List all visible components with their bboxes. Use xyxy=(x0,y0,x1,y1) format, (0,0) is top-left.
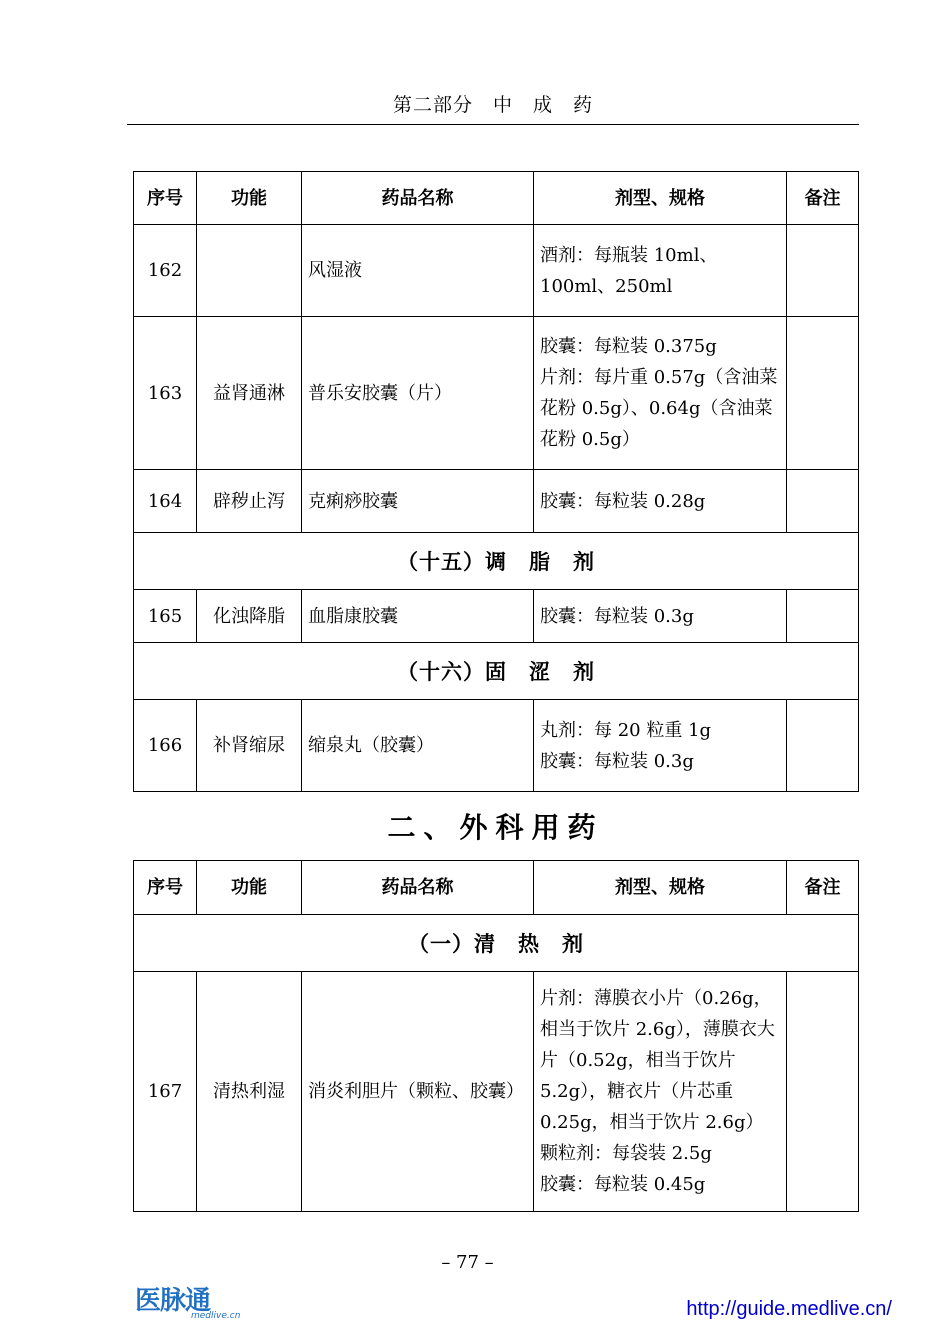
row-name: 风湿液 xyxy=(302,225,534,317)
row-func: 补肾缩尿 xyxy=(197,700,302,792)
header-note: 备注 xyxy=(787,861,859,915)
logo-text: 医脉通 xyxy=(135,1286,211,1316)
row-num: 166 xyxy=(134,700,197,792)
header-name: 药品名称 xyxy=(302,172,534,225)
row-func xyxy=(197,225,302,317)
table-row xyxy=(134,225,859,317)
table-row xyxy=(134,972,859,1212)
spec-line: 片剂：每片重 0.57g（含油菜花粉 0.5g）、0.64g（含油菜花粉 0.5g） xyxy=(540,367,778,450)
header-name: 药品名称 xyxy=(302,861,534,915)
header-spec: 剂型、规格 xyxy=(534,861,787,915)
row-func: 化浊降脂 xyxy=(197,590,302,643)
logo-sub: medlive.cn xyxy=(191,1311,241,1321)
row-name: 消炎利胆片（颗粒、胶囊） xyxy=(302,972,534,1212)
section-row xyxy=(134,915,859,972)
row-func: 益肾通淋 xyxy=(197,317,302,470)
row-name: 克痢痧胶囊 xyxy=(302,470,534,533)
row-note xyxy=(787,972,859,1212)
row-spec xyxy=(534,470,787,533)
site-url-link[interactable]: http://guide.medlive.cn/ xyxy=(686,1298,892,1320)
header-note: 备注 xyxy=(787,172,859,225)
row-num: 165 xyxy=(134,590,197,643)
row-num: 162 xyxy=(134,225,197,317)
spec-line: 胶囊：每粒装 0.28g xyxy=(540,490,706,512)
row-func: 辟秽止泻 xyxy=(197,470,302,533)
row-note xyxy=(787,590,859,643)
header-func: 功能 xyxy=(197,861,302,915)
header-spec: 剂型、规格 xyxy=(534,172,787,225)
row-num: 163 xyxy=(134,317,197,470)
row-spec xyxy=(534,590,787,643)
row-func: 清热利湿 xyxy=(197,972,302,1212)
row-num: 167 xyxy=(134,972,197,1212)
header-num: 序号 xyxy=(134,861,197,915)
page-header: 第二部分 中 成 药 xyxy=(127,88,859,125)
row-num: 164 xyxy=(134,470,197,533)
part-title: 二、外科用药 xyxy=(387,811,604,844)
row-spec xyxy=(534,700,787,792)
row-spec xyxy=(534,972,787,1212)
row-name: 血脂康胶囊 xyxy=(302,590,534,643)
row-name: 缩泉丸（胶囊） xyxy=(302,700,534,792)
spec-line: 胶囊：每粒装 0.45g xyxy=(540,1174,706,1195)
spec-line: 胶囊：每粒装 0.375g xyxy=(540,336,717,357)
section-title: （十六）固 涩 剂 xyxy=(134,643,859,700)
spec-line: 胶囊：每粒装 0.3g xyxy=(540,750,694,772)
row-spec xyxy=(534,225,787,317)
row-name: 普乐安胶囊（片） xyxy=(302,317,534,470)
spec-line: 酒剂：每瓶装 10ml、100ml、250ml xyxy=(540,244,718,297)
section-title: （一）清 热 剂 xyxy=(134,915,859,972)
page-number: – 77 – xyxy=(441,1252,494,1273)
row-note xyxy=(787,700,859,792)
spec-line: 片剂：薄膜衣小片（0.26g，相当于饮片 2.6g），薄膜衣大片（0.52g，相当于饮片 5.2g），糖衣片（片芯重 0.25g，相当于饮片 2.6g） xyxy=(540,988,775,1133)
row-spec xyxy=(534,317,787,470)
row-note xyxy=(787,225,859,317)
table-row xyxy=(134,700,859,792)
header-num: 序号 xyxy=(134,172,197,225)
table-header-row xyxy=(134,861,859,915)
section-title: （十五）调 脂 剂 xyxy=(134,533,859,590)
drug-table-1 xyxy=(133,171,859,792)
section-row xyxy=(134,533,859,590)
table-row xyxy=(134,590,859,643)
spec-line: 颗粒剂：每袋装 2.5g xyxy=(540,1143,712,1164)
row-note xyxy=(787,317,859,470)
table-row xyxy=(134,317,859,470)
table-row xyxy=(134,470,859,533)
spec-line: 胶囊：每粒装 0.3g xyxy=(540,605,694,627)
table-header-row xyxy=(134,172,859,225)
section-row xyxy=(134,643,859,700)
drug-table-2 xyxy=(133,860,859,1212)
header-func: 功能 xyxy=(197,172,302,225)
spec-line: 丸剂：每 20 粒重 1g xyxy=(540,719,712,741)
row-note xyxy=(787,470,859,533)
medlive-logo[interactable] xyxy=(133,1280,263,1324)
